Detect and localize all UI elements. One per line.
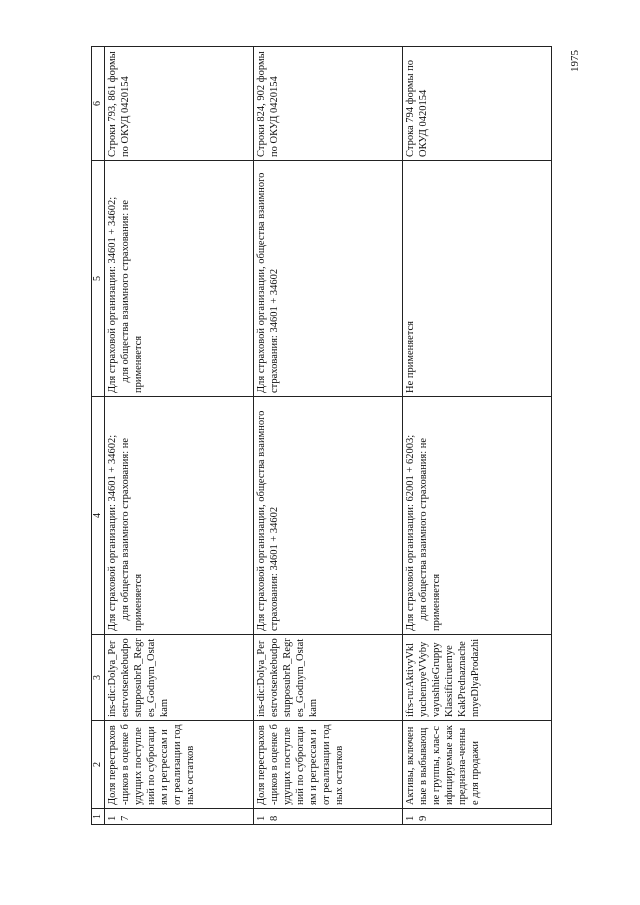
row-number: 19 bbox=[403, 809, 552, 825]
indicator-name: Доля перестрахов-щиков в оценке будущих поступлений по суброгациям и регрессам и от реализации годных остатков bbox=[254, 721, 403, 809]
table-row bbox=[254, 47, 403, 825]
data-table bbox=[91, 46, 552, 825]
column-header: 3 bbox=[92, 635, 105, 721]
table-row bbox=[403, 47, 552, 825]
element-code: ins-dic:Dolya_PerestrvotsenkebudpostupposubrR_Regres_Godnym_Ostatkam bbox=[105, 635, 254, 721]
column-header: 2 bbox=[92, 721, 105, 809]
rotated-table-container bbox=[91, 47, 550, 825]
row-number: 18 bbox=[254, 809, 403, 825]
account-formula: Для страховой организации, общества взаимного страхования: 34601 + 34602 bbox=[254, 397, 403, 635]
page-number: 1975 bbox=[569, 50, 581, 72]
element-code: ins-dic:Dolya_PerestrvotsenkebudpostupposubrR_Regres_Godnym_Ostatkam bbox=[254, 635, 403, 721]
indicator-name: Активы, включенные в выбывающие группы, клас-сифицируемые как предназна-ченные для продажи bbox=[403, 721, 552, 809]
column-header: 1 bbox=[92, 809, 105, 825]
account-formula: Для страховой организации: 34601 + 34602; для общества взаимного страхования: не применяется bbox=[105, 161, 254, 397]
account-formula: Для страховой организации: 62001 + 62003; для общества взаимного страхования: не применяется bbox=[403, 397, 552, 635]
element-code: ifrs-ru:AktivyVklyuchennyeVVybyvayushhieGruppyKlassificiruemyeKakPrednaznachennyeDlyaProdazhi bbox=[403, 635, 552, 721]
account-formula: Для страховой организации: 34601 + 34602; для общества взаимного страхования: не применяется bbox=[105, 397, 254, 635]
row-number: 17 bbox=[105, 809, 254, 825]
indicator-name: Доля перестрахов-щиков в оценке будущих поступлений по суброгациям и регрессам и от реализации годных остатков bbox=[105, 721, 254, 809]
form-reference: Строки 793, 861 формы по ОКУД 0420154 bbox=[105, 47, 254, 161]
column-header: 5 bbox=[92, 161, 105, 397]
form-reference: Строка 794 формы по ОКУД 0420154 bbox=[403, 47, 552, 161]
column-header: 6 bbox=[92, 47, 105, 161]
account-formula: Не применяется bbox=[403, 161, 552, 397]
column-header: 4 bbox=[92, 397, 105, 635]
table-header-row bbox=[92, 47, 105, 825]
table-row bbox=[105, 47, 254, 825]
form-reference: Строки 824, 902 формы по ОКУД 0420154 bbox=[254, 47, 403, 161]
account-formula: Для страховой организации, общества взаимного страхования: 34601 + 34602 bbox=[254, 161, 403, 397]
